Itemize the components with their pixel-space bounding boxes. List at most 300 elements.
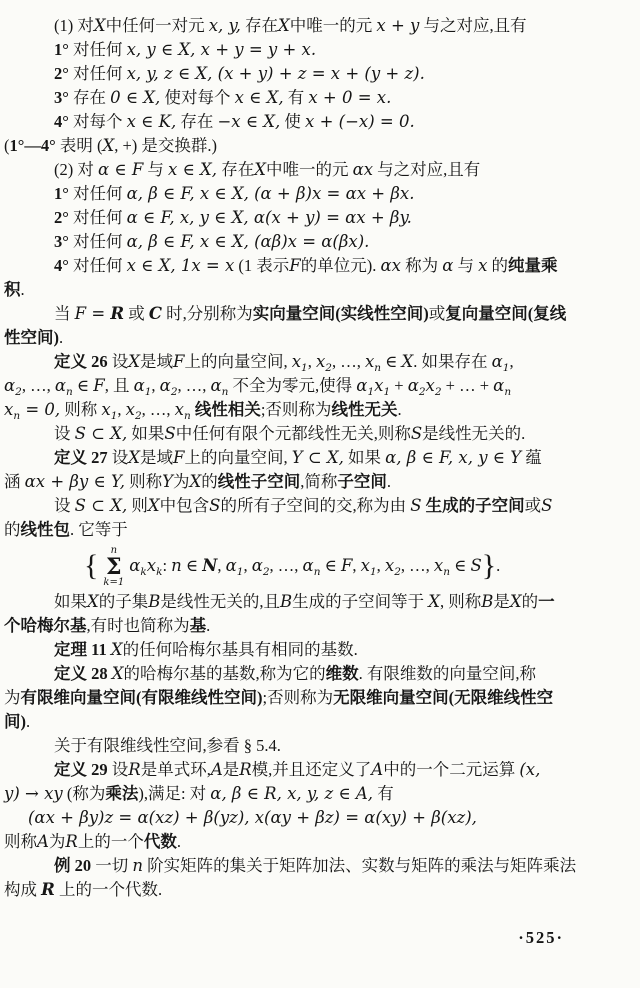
text-line [4, 686, 632, 710]
text-segment: . [26, 712, 31, 731]
math-segment: α [356, 376, 368, 395]
text-line [4, 110, 632, 134]
math-segment: S [541, 496, 553, 515]
text-segment: 是线性无关的,且 [160, 592, 281, 611]
math-segment: x + (−x) = 0. [305, 112, 415, 131]
text-line [4, 662, 632, 686]
text-segment: 间) [4, 712, 26, 731]
math-segment: x ∈ X, 1x = x [126, 256, 235, 275]
text-segment: 或 [428, 304, 446, 323]
text-segment: , …, [269, 556, 303, 575]
text-segment: , [352, 556, 361, 575]
text-segment: 关于有限维线性空间,参看 § 5.4. [54, 736, 281, 755]
sum-top: n [110, 545, 118, 557]
text-line [4, 206, 632, 230]
text-segment: 是 [222, 760, 240, 779]
math-segment: α, β ∈ F, x, y ∈ Y [385, 448, 522, 467]
math-segment: A [37, 832, 49, 851]
text-segment: 的 [201, 472, 218, 491]
math-segment: F [340, 556, 353, 575]
text-line [4, 38, 632, 62]
text-segment: 设 [107, 760, 129, 779]
text-segment: 的 [4, 520, 21, 539]
math-segment: 2 [418, 386, 426, 398]
text-segment: ,有时也简称为 [86, 616, 190, 635]
text-content [4, 14, 632, 902]
text-segment: , [509, 352, 514, 371]
text-line [4, 86, 632, 110]
math-segment: x, y, [208, 16, 241, 35]
text-segment: . [397, 400, 402, 419]
math-segment: x [433, 556, 444, 575]
text-line [4, 374, 632, 398]
math-segment: α [251, 556, 263, 575]
text-segment: 一切 [91, 856, 133, 875]
text-segment: 的哈梅尔基的基数,称为它的 [123, 664, 326, 683]
text-segment: ),满足: 对 [138, 784, 211, 803]
math-segment: } [481, 549, 497, 582]
text-segment: 的子集 [98, 592, 149, 611]
math-segment: x [101, 400, 111, 419]
math-segment: X [110, 640, 123, 659]
math-segment: 1 [383, 386, 391, 398]
text-segment: 是线性无关的. [422, 424, 526, 443]
math-segment: k [140, 566, 147, 578]
text-line [4, 878, 632, 902]
text-segment: . 如果存在 [413, 352, 492, 371]
text-segment: 线性相关 [194, 400, 261, 419]
math-segment: C [148, 304, 162, 323]
math-segment: x [146, 556, 157, 575]
text-line [4, 398, 632, 422]
text-segment: 1° [54, 40, 69, 59]
math-segment: α [129, 556, 141, 575]
text-line [4, 14, 632, 38]
text-segment: , [243, 556, 252, 575]
math-segment: α [442, 256, 454, 275]
math-formula-line [4, 542, 632, 590]
text-segment: 存在 [240, 16, 279, 35]
text-segment: 子空间 [337, 472, 387, 491]
text-segment: 中包含 [159, 496, 210, 515]
math-segment: X [147, 496, 160, 515]
math-segment: x [384, 556, 395, 575]
text-segment: 的任何哈梅尔基具有相同的基数. [122, 640, 358, 659]
math-segment: k [156, 566, 163, 578]
math-segment: (αx + βy)z = α(xz) + β(yz), x(αy + βz) = α(xy) + β(xz), [28, 808, 477, 827]
text-segment: 表明 ( [55, 136, 103, 155]
text-segment: 代数 [143, 832, 177, 851]
math-segment: 2 [15, 386, 22, 398]
text-line [4, 758, 632, 782]
text-segment: 设 [54, 496, 75, 515]
text-line [4, 590, 632, 614]
text-segment: 是域 [140, 448, 173, 467]
text-segment: 无限维向量空间(无限维线性空 [333, 688, 554, 707]
text-segment: . [386, 472, 391, 491]
text-segment: 存在 [176, 112, 218, 131]
text-segment: 蕴 [521, 448, 542, 467]
text-line [4, 254, 632, 278]
math-segment: n [171, 556, 182, 575]
text-segment: ∈ [72, 376, 94, 395]
sum-bot: k=1 [103, 577, 125, 589]
text-segment: 上的一个 [77, 832, 144, 851]
text-line [4, 710, 632, 734]
text-line [4, 854, 632, 878]
math-segment: x [174, 400, 184, 419]
math-segment: R [65, 832, 78, 851]
math-segment: x [478, 256, 488, 275]
math-segment: 1 [301, 362, 308, 374]
text-segment: 是域 [140, 352, 173, 371]
text-segment: 上的一个代数. [54, 880, 163, 899]
math-segment: Y ⊂ X, [291, 448, 344, 467]
text-segment: , [376, 556, 385, 575]
page-number: ·525· [518, 928, 564, 947]
text-segment: 对每个 [68, 112, 127, 131]
math-segment: X [254, 160, 266, 179]
text-segment: 存在 [68, 88, 111, 107]
math-segment: S ⊂ X, [74, 496, 128, 515]
text-segment: 3° [54, 88, 69, 107]
text-line [4, 494, 632, 518]
math-segment: α [210, 376, 222, 395]
math-segment: n [504, 386, 512, 398]
math-segment: y) → xy [4, 784, 63, 803]
text-segment: 生成的子空间 [425, 496, 525, 515]
text-segment: . 有限维数的向量空间,称 [358, 664, 536, 683]
text-segment: . [496, 556, 501, 575]
text-segment: 的 [487, 256, 509, 275]
text-segment: 生成的子空间等于 [292, 592, 429, 611]
math-segment: n [443, 566, 450, 578]
text-segment: 对任何 [68, 232, 127, 251]
math-segment: x + y [376, 16, 420, 35]
text-segment: + … + [441, 376, 494, 395]
math-segment: X [102, 136, 115, 155]
math-segment: x [425, 376, 435, 395]
text-segment: 定义 27 [54, 448, 108, 467]
text-segment: : [162, 556, 172, 575]
text-segment: 则 [127, 496, 148, 515]
math-segment: α, β ∈ R, x, y, z ∈ A, [210, 784, 374, 803]
text-line [4, 470, 632, 494]
text-line [4, 134, 632, 158]
text-segment: 上的向量空间, [184, 448, 292, 467]
text-segment: 性空间) [4, 328, 59, 347]
math-segment: N [202, 556, 218, 575]
math-segment: 1 [236, 566, 244, 578]
text-segment: , [117, 400, 126, 419]
math-segment: F = [74, 304, 111, 323]
text-segment: 中任何有限个元都线性无关,则称 [175, 424, 411, 443]
math-segment: S [410, 424, 423, 443]
text-segment: 上的向量空间, [184, 352, 292, 371]
text-segment: 例 20 [54, 856, 92, 875]
text-segment: 则称 [124, 472, 163, 491]
math-segment: αx [380, 256, 401, 275]
math-segment: x [291, 352, 302, 371]
math-segment: 2 [325, 362, 332, 374]
math-segment: n [66, 386, 73, 398]
text-segment: 或 [524, 496, 542, 515]
text-line [4, 734, 632, 758]
text-line [4, 446, 632, 470]
math-segment: R [110, 304, 125, 323]
text-segment: 1° [54, 184, 69, 203]
text-segment: (称为 [62, 784, 106, 803]
text-segment: 定义 29 [54, 760, 108, 779]
text-segment: 中唯一的元 [289, 16, 377, 35]
math-segment: A [210, 760, 223, 779]
text-segment: 复向量空间(复线 [445, 304, 567, 323]
math-segment: { [84, 549, 99, 582]
math-segment: 1 [110, 410, 118, 422]
math-segment: X [509, 592, 522, 611]
text-segment: 构成 [4, 880, 42, 899]
text-segment: 使 [280, 112, 306, 131]
math-segment: αx [352, 160, 374, 179]
math-segment: x ∈ K, [126, 112, 177, 131]
math-segment: x [4, 400, 14, 419]
math-segment: S [164, 424, 176, 443]
math-segment: X [128, 448, 140, 467]
math-segment: α [4, 376, 16, 395]
text-segment: , [217, 556, 226, 575]
text-segment: 阶实矩阵的集关于矩阵加法、实数与矩阵的乘法与矩阵乘法 [143, 856, 577, 875]
text-segment: , [151, 376, 160, 395]
math-segment: 2 [134, 410, 142, 422]
math-segment: α [133, 376, 145, 395]
text-segment: 设 [54, 424, 75, 443]
text-segment: 为 [48, 832, 66, 851]
math-segment: α [493, 376, 505, 395]
text-segment: 2° [54, 208, 69, 227]
text-line [4, 422, 632, 446]
math-segment: α [159, 376, 171, 395]
text-segment: 如果 [54, 592, 87, 611]
text-segment: 有 [373, 784, 394, 803]
text-segment: 与之对应,且有 [373, 160, 481, 179]
text-segment: 中任何一对元 [105, 16, 209, 35]
text-segment: 是 [493, 592, 510, 611]
text-line [4, 326, 632, 350]
math-segment: x + 0 = x. [308, 88, 392, 107]
text-segment: 有 [283, 88, 309, 107]
text-segment: 4° [54, 112, 69, 131]
math-segment: 2 [262, 566, 270, 578]
math-segment: B [280, 592, 293, 611]
math-segment: Y [162, 472, 173, 491]
text-segment: 对任何 [68, 184, 127, 203]
text-segment: 定义 26 [54, 352, 108, 371]
text-segment: 中的一个二元运算 [383, 760, 520, 779]
math-segment: αx + βy ∈ Y, [24, 472, 125, 491]
text-segment: 乘法 [105, 784, 139, 803]
math-segment: x, y ∈ X, x + y = y + x. [126, 40, 317, 59]
text-segment: , …, [331, 352, 365, 371]
sum-sig: Σ [106, 554, 122, 581]
text-segment: 对任何 [68, 208, 127, 227]
math-segment: S [209, 496, 221, 515]
text-segment: . [206, 616, 211, 635]
text-segment: 线性子空间 [217, 472, 301, 491]
math-segment: 1 [502, 362, 510, 374]
math-segment: X [189, 472, 202, 491]
text-segment: 称为 [400, 256, 443, 275]
text-segment: 基 [189, 616, 207, 635]
text-segment: 存在 [217, 160, 255, 179]
text-segment: , +) 是交换群.) [114, 136, 217, 155]
text-segment: + [390, 376, 408, 395]
text-segment: 不全为零元,使得 [228, 376, 357, 395]
math-segment: α ∈ F, x, y ∈ X, α(x + y) = αx + βy. [126, 208, 412, 227]
text-segment: 实向量空间(实线性空间) [252, 304, 429, 323]
text-line [4, 62, 632, 86]
text-line [4, 638, 632, 662]
text-segment: 2° [54, 64, 69, 83]
math-segment: X [428, 592, 441, 611]
text-segment: ;否则称为 [260, 400, 332, 419]
math-segment: 1 [369, 566, 377, 578]
text-segment: 为 [4, 688, 21, 707]
text-segment: 与 [143, 160, 169, 179]
text-line [4, 158, 632, 182]
text-segment: ∈ [449, 556, 471, 575]
text-segment: 模,并且还定义了 [251, 760, 372, 779]
text-segment: 有限维向量空间(有限维线性空间) [20, 688, 263, 707]
math-segment: α [54, 376, 66, 395]
text-segment: , 则称 [440, 592, 482, 611]
text-segment: 设 [107, 448, 129, 467]
math-segment: X [111, 664, 124, 683]
math-segment: α [491, 352, 503, 371]
text-segment: 则称 [4, 832, 37, 851]
math-segment: 1 [144, 386, 152, 398]
math-segment: x [374, 376, 384, 395]
text-segment: , …, [141, 400, 175, 419]
math-segment: n [183, 410, 191, 422]
text-line [4, 830, 632, 854]
math-segment: n [313, 566, 321, 578]
math-segment: = 0, [20, 400, 61, 419]
math-segment: 2 [434, 386, 442, 398]
text-line [4, 278, 632, 302]
text-segment: 的所有子空间的交,称为由 [220, 496, 411, 515]
math-segment: S ⊂ X, [74, 424, 128, 443]
math-segment: n [374, 362, 382, 374]
text-segment: 涵 [4, 472, 25, 491]
text-line [4, 350, 632, 374]
text-segment: . [20, 280, 25, 299]
math-segment: 1 [367, 386, 375, 398]
math-segment: α ∈ F [98, 160, 144, 179]
text-segment: . 它等于 [70, 520, 128, 539]
math-equation-line [4, 806, 632, 830]
text-segment: 对任何 [68, 256, 127, 275]
math-segment: S [410, 496, 422, 515]
text-segment: ( [4, 136, 10, 155]
math-segment: x [125, 400, 135, 419]
text-segment: 线性无关 [331, 400, 398, 419]
math-segment: X [278, 16, 290, 35]
text-segment: 中唯一的元 [265, 160, 353, 179]
text-segment: 与 [453, 256, 479, 275]
math-segment: R [239, 760, 252, 779]
text-line [4, 182, 632, 206]
math-segment: x ∈ X, [234, 88, 284, 107]
math-segment: X [93, 16, 106, 35]
math-segment: S [470, 556, 482, 575]
text-segment: 线性包 [20, 520, 70, 539]
text-segment: 为 [173, 472, 190, 491]
math-segment: n [132, 856, 144, 875]
text-line [4, 302, 632, 326]
text-segment: 当 [54, 304, 75, 323]
text-segment: (1) 对 [54, 16, 94, 35]
math-segment: α [225, 556, 237, 575]
text-segment: 对任何 [68, 40, 127, 59]
math-segment: x, y, z ∈ X, (x + y) + z = x + (y + z). [126, 64, 425, 83]
math-segment: X [87, 592, 99, 611]
text-segment: ∈ [320, 556, 341, 575]
text-segment: 或 [124, 304, 149, 323]
text-segment: 3° [54, 232, 69, 251]
math-segment: F [173, 352, 185, 371]
text-segment: 维数 [325, 664, 359, 683]
text-segment: , 且 [104, 376, 134, 395]
text-segment: ∈ [181, 556, 203, 575]
text-segment: , …, [177, 376, 211, 395]
math-segment: F [173, 448, 185, 467]
text-segment: 4° [54, 256, 69, 275]
text-segment: 一 [538, 592, 555, 611]
summation-symbol [103, 546, 124, 588]
math-segment: (x, [519, 760, 541, 779]
math-segment: 0 ∈ X, [110, 88, 161, 107]
text-segment: 的 [521, 592, 539, 611]
math-segment: F [289, 256, 301, 275]
text-segment: 是单式环, [140, 760, 211, 779]
text-segment: 如果 [127, 424, 165, 443]
text-segment: 纯量乘 [508, 256, 558, 275]
text-line [4, 614, 632, 638]
text-segment: (2) 对 [54, 160, 98, 179]
text-segment: . [59, 328, 64, 347]
text-segment: 则称 [60, 400, 102, 419]
math-segment: R [41, 880, 55, 899]
text-segment: 积 [4, 280, 21, 299]
text-segment: ;否则称为 [262, 688, 334, 707]
text-segment: 时,分别称为 [162, 304, 253, 323]
math-segment: n [221, 386, 229, 398]
math-segment: α [407, 376, 419, 395]
math-segment: 2 [170, 386, 178, 398]
text-segment: 的单位元). [300, 256, 381, 275]
math-segment: R [128, 760, 141, 779]
text-segment: 对任何 [68, 64, 127, 83]
math-segment: −x ∈ X, [217, 112, 281, 131]
math-segment: 2 [394, 566, 401, 578]
math-segment: x ∈ X, [168, 160, 218, 179]
math-segment: X [128, 352, 140, 371]
text-segment: 定义 28 [54, 664, 108, 683]
text-segment: 使对每个 [160, 88, 235, 107]
math-segment: x [315, 352, 326, 371]
text-segment: . [176, 832, 181, 851]
text-segment: 如果 [343, 448, 386, 467]
